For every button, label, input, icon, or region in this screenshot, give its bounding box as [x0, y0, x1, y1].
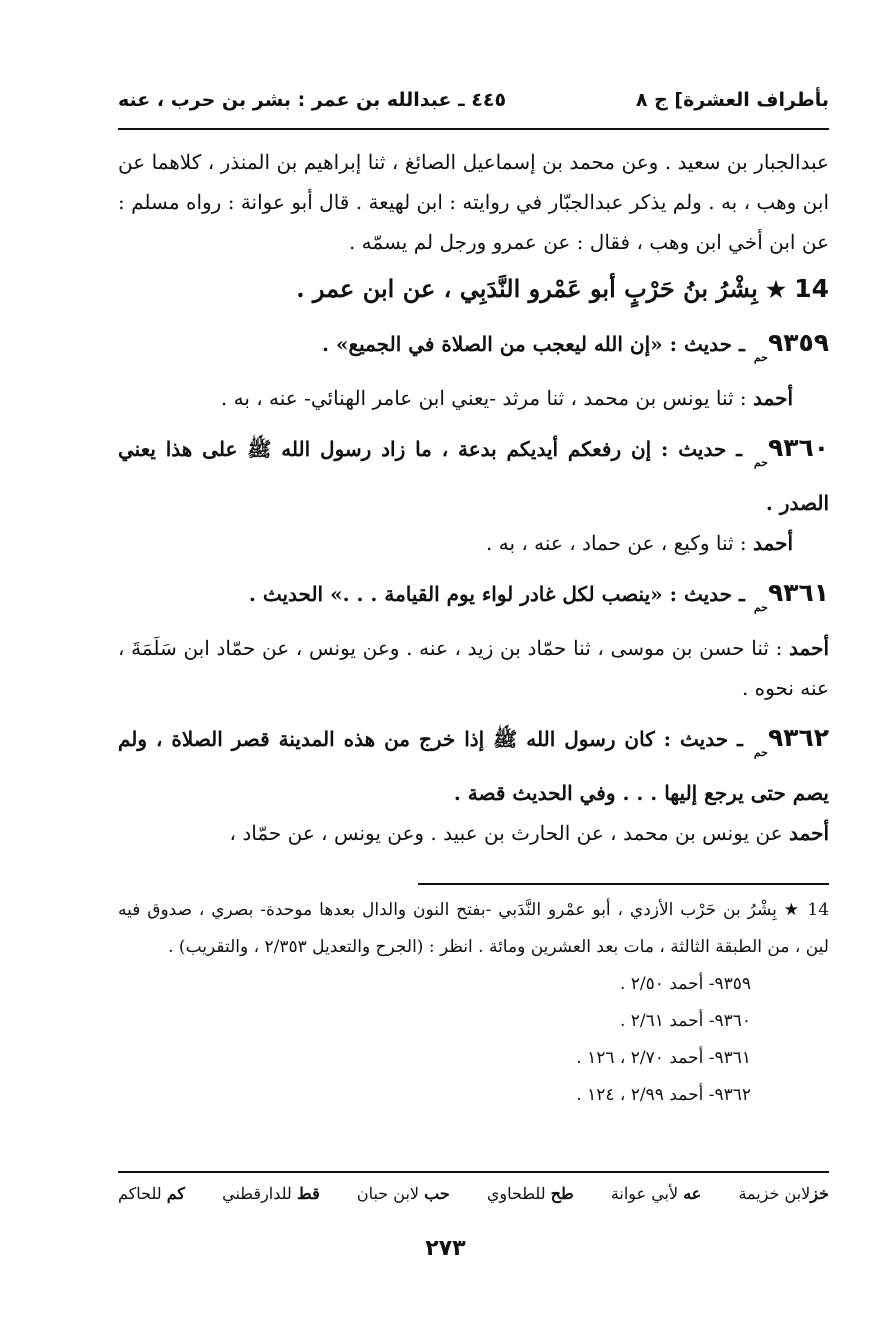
page-number: ٢٧٣ [425, 1236, 466, 1261]
hadith-source [118, 378, 829, 418]
hadith-number: ٩٣٦٢ [767, 723, 829, 752]
source-label: أحمد [753, 386, 793, 410]
abbreviation-item: خزلابن خزيمة [738, 1184, 829, 1203]
footnote-number: 14 [807, 900, 830, 920]
narrator-name: بِشْرُ بنُ حَرْبٍ أبو عَمْرو النَّدَبِي ، عن ابن عمر . [296, 274, 758, 303]
source-sigla: حم [753, 746, 768, 759]
footnote-reference: ٩٣٦١- أحمد ٢/٧٠ ، ١٢٦ . [576, 1048, 751, 1068]
hadith-entry-9360 [118, 428, 829, 523]
source-label: أحمد [789, 821, 829, 845]
star-icon: ★ [783, 900, 801, 920]
abbreviation-item: عه لأبي عوانة [610, 1184, 702, 1203]
footnote-text: بِشْرُ بن حَرْب الأزدي ، أبو عمْرو النَّدَبي -بفتح النون والدال بعدها موحدة- بصري ، صدوق فيه لين ، من الطبقة الثالثة ، مات بعد العشرين ومائة . انظر : (الجرح والتعديل ٢/٣٥٣ ، والتقريب) . [118, 900, 829, 957]
abbreviation-key [118, 1184, 829, 1203]
hadith-number: ٩٣٥٩ [767, 328, 829, 357]
footnote-reference: ٩٣٦٢- أحمد ٢/٩٩ ، ١٢٤ . [576, 1085, 751, 1105]
footnote-narrator-bio [118, 892, 829, 966]
footnote-rule [418, 883, 829, 885]
header-section: ٤٤٥ ـ عبدالله بن عمر : بشر بن حرب ، عنه [118, 89, 507, 111]
hadith-source [118, 628, 829, 708]
source-sigla: حم [753, 601, 768, 614]
source-label: أحمد [753, 531, 793, 555]
star-icon: ★ [766, 277, 786, 303]
narrator-heading [118, 266, 829, 313]
continuation-paragraph [118, 142, 829, 262]
abbreviation-rule [118, 1171, 829, 1173]
main-text [118, 142, 829, 853]
footnote-reference: ٩٣٥٩- أحمد ٢/٥٠ . [619, 974, 751, 994]
hadith-source [118, 813, 829, 853]
source-chain: : ثنا يونس بن محمد ، ثنا مرثد -يعني ابن عامر الهنائي- عنه ، به . [220, 386, 747, 410]
footnotes [118, 892, 829, 1114]
source-chain: : ثنا حسن بن موسى ، ثنا حمّاد بن زيد ، عنه . وعن يونس ، عن حمّاد ابن سَلَمَةَ ، عنه نحوه . [118, 636, 829, 700]
hadith-text: ـ حديث : إن رفعكم أيديكم بدعة ، ما زاد رسول الله ﷺ على هذا يعني الصدر . [118, 437, 829, 515]
continuation-line: عبدالجبار بن سعيد . وعن محمد بن إسماعيل الصائغ ، ثنا إبراهيم بن المنذر ، [207, 150, 829, 174]
footnote-reference: ٩٣٦٠- أحمد ٢/٦١ . [619, 1011, 751, 1031]
continuation-line: كلاهما عن ابن وهب ، به . ولم يذكر عبدالجبّار في روايته : ابن لهيعة . قال أبو [118, 150, 830, 214]
header-volume: بأطراف العشرة] ج ٨ [635, 89, 829, 111]
abbreviation-item: حب لابن حبان [356, 1184, 450, 1203]
hadith-entry-9359 [118, 323, 829, 378]
narrator-number: 14 [794, 274, 829, 303]
hadith-text: ـ حديث : كان رسول الله ﷺ إذا خرج من هذه المدينة قصر الصلاة ، ولم يصم حتى يرجع إليها . . . وفي الحديث قصة . [118, 727, 829, 805]
hadith-entry-9362 [118, 718, 829, 813]
continuation-line: عوانة : رواه مسلم : عن ابن أخي ابن وهب ، فقال : عن عمرو ورجل لم يسمّه . [118, 190, 829, 254]
hadith-number: ٩٣٦٠ [767, 433, 829, 462]
hadith-text: ـ حديث : «إن الله ليعجب من الصلاة في الجميع» . [322, 332, 745, 356]
source-chain: : ثنا وكيع ، عن حماد ، عنه ، به . [486, 531, 747, 555]
source-sigla: حم [753, 351, 768, 364]
running-header [118, 80, 829, 120]
source-sigla: حم [753, 456, 768, 469]
hadith-text: ـ حديث : «ينصب لكل غادر لواء يوم القيامة . . .» الحديث . [248, 582, 745, 606]
hadith-source [118, 523, 829, 563]
hadith-entry-9361 [118, 573, 829, 628]
abbreviation-item: قط للدارقطني [222, 1184, 320, 1203]
abbreviation-item: كم للحاكم [118, 1184, 186, 1203]
source-chain: عن يونس بن محمد ، عن الحارث بن عبيد . وعن يونس ، عن حمّاد ، [229, 821, 783, 845]
hadith-number: ٩٣٦١ [767, 578, 829, 607]
abbreviation-item: طح للطحاوي [486, 1184, 574, 1203]
source-label: أحمد [789, 636, 830, 660]
header-rule [118, 128, 829, 130]
